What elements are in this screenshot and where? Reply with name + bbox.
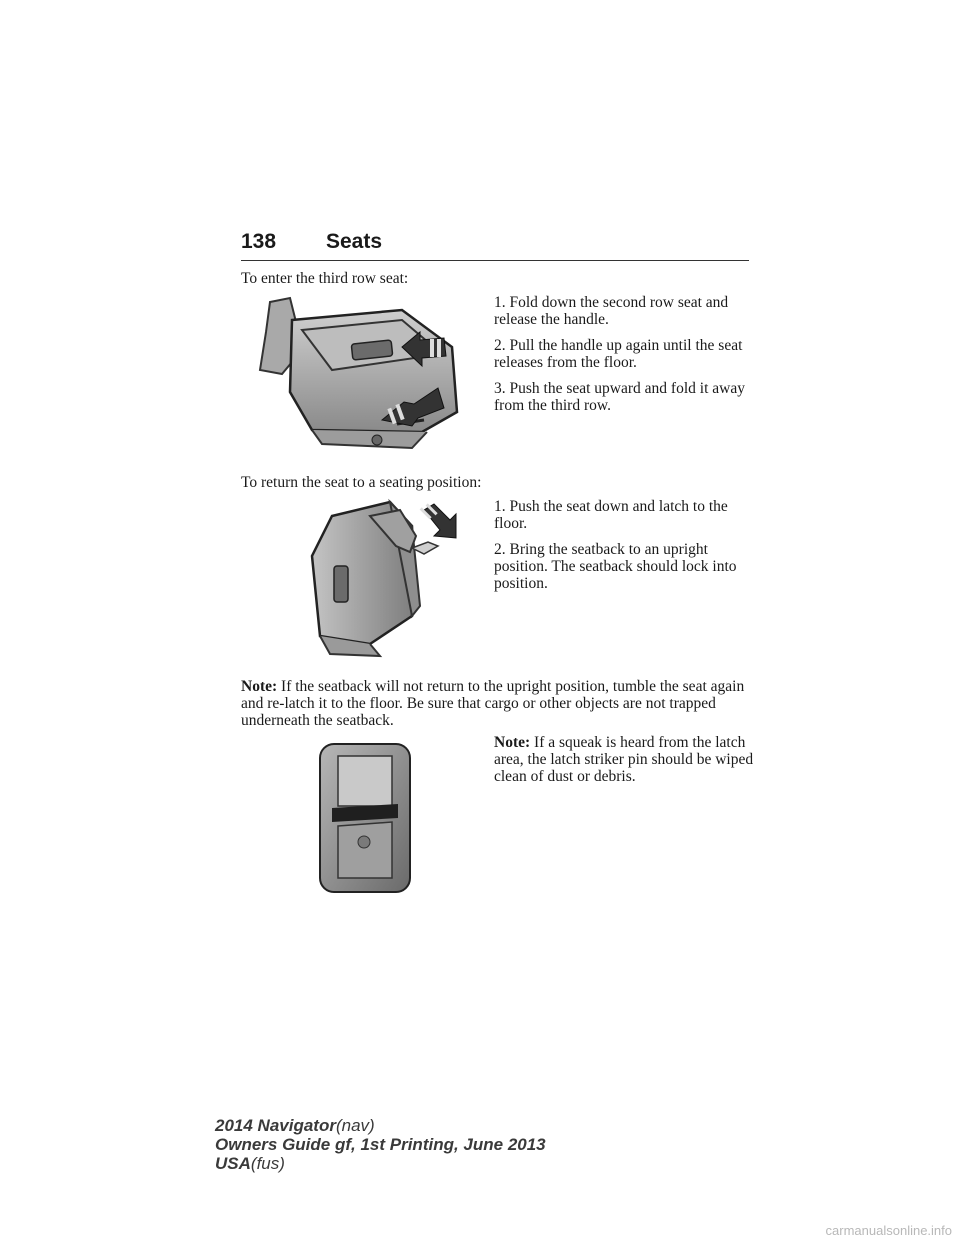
return-steps [494,498,754,601]
enter-step-1: 1. Fold down the second row seat and release the handle. [494,294,729,328]
footer-market-code: (fus) [250,1154,285,1173]
note-text: If the seatback will not return to the upright position, tumble the seat again and re-latch it to the floor. Be sure that cargo or other objects are not trapped underneath the seatback. [241,678,745,729]
upright-seat-illustration [300,496,460,661]
return-step-1: 1. Push the seat down and latch to the floor. [494,498,728,532]
return-step-2: 2. Bring the seatback to an upright position. The seatback should lock into position. [494,541,737,592]
footer-model: 2014 Navigator [215,1116,336,1135]
enter-step-2: 2. Pull the handle up again until the seat releases from the floor. [494,337,743,371]
document-footer [215,1116,546,1173]
section-title: Seats [326,230,383,253]
watermark: carmanualsonline.info [825,1223,952,1238]
return-intro: To return the seat to a seating position: [241,474,482,491]
enter-step-3: 3. Push the seat upward and fold it away from the third row. [494,380,745,414]
footer-guide: Owners Guide gf, 1st Printing, June 2013 [215,1135,546,1154]
fold-seat-illustration [252,292,482,452]
note-text: If a squeak is heard from the latch area, the latch striker pin should be wiped clean of dust or debris. [494,734,754,785]
arrow-down-right-icon [420,503,456,538]
footer-market: USA [215,1154,251,1173]
note-squeak [494,734,754,785]
enter-steps [494,294,754,423]
enter-intro: To enter the third row seat: [241,270,409,287]
page-number: 138 [241,230,277,253]
footer-model-code: (nav) [335,1116,375,1135]
page-header [241,228,749,261]
note-label: Note: [494,734,531,751]
note-label: Note: [241,678,278,695]
latch-striker-illustration [318,742,412,894]
note-seatback [241,678,751,729]
